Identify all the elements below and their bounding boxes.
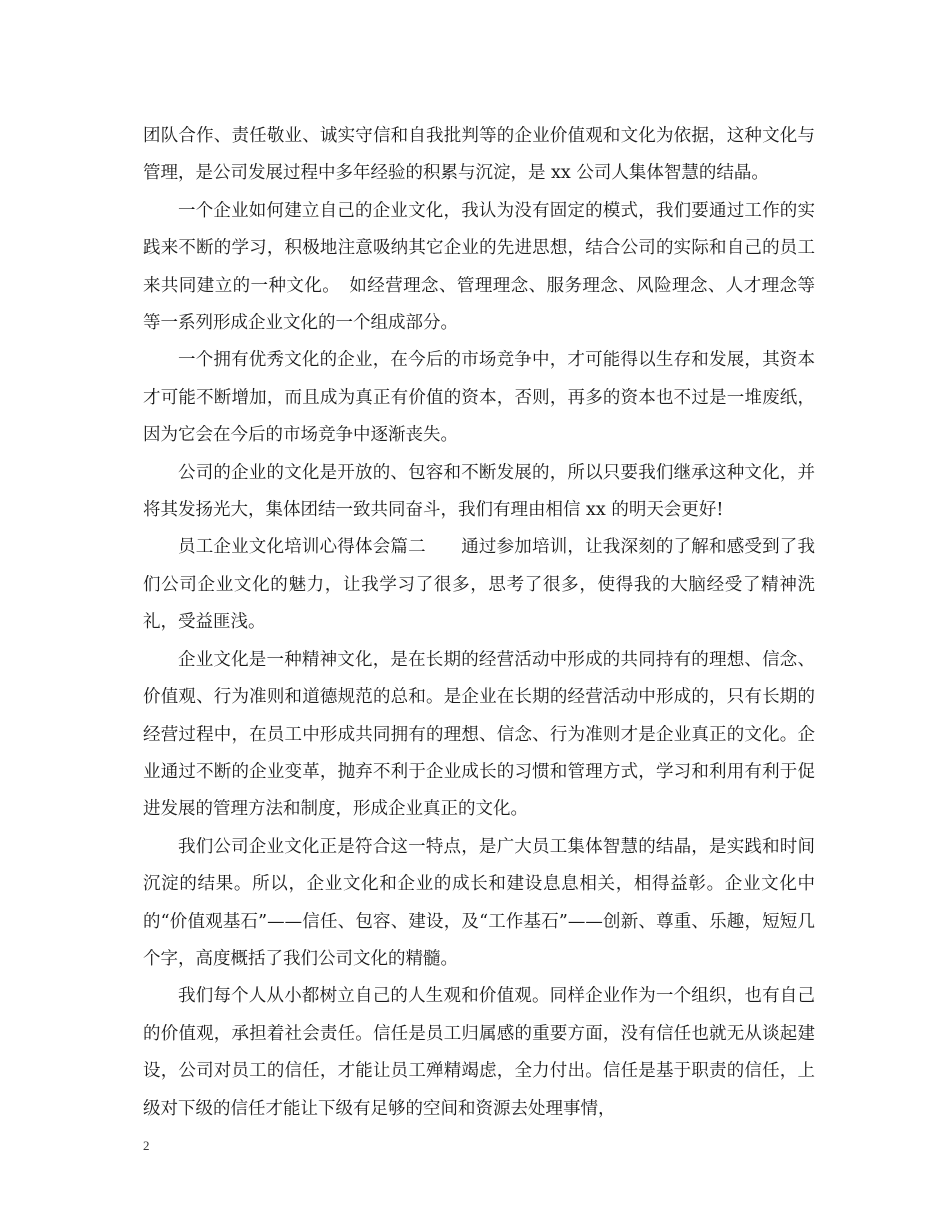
page-number: 2: [143, 1138, 150, 1153]
body-text: [143, 118, 815, 1128]
paragraph-build-culture: 一个企业如何建立自己的企业文化，我认为没有固定的模式，我们要通过工作的实践来不断的学习，积极地注意吸纳其它企业的先进思想，结合公司的实际和自己的员工来共同建立的一种文化。 如经营理念、管理理念、服务理念、风险理念、人才理念等等一系列形成企业文化的一个组成部分。: [143, 200, 815, 334]
paragraph-part-two-intro: 员工企业文化培训心得体会篇二 通过参加培训，让我深刻的了解和感受到了我们公司企业文化的魅力，让我学习了很多，思考了很多，使得我的大脑经受了精神洗礼，受益匪浅。: [143, 537, 815, 633]
paragraph-values-trust: 我们每个人从小都树立自己的人生观和价值观。同样企业作为一个组织，也有自己的价值观，承担着社会责任。信任是员工归属感的重要方面，没有信任也就无从谈起建设，公司对员工的信任，才能让员工殚精竭虑，全力付出。信任是基于职责的信任，上级对下级的信任才能让下级有足够的空间和资源去处理事情，: [143, 986, 815, 1119]
paragraph-continuation: 团队合作、责任敬业、诚实守信和自我批判等的企业价值观和文化为依据，这种文化与管理，是公司发展过程中多年经验的积累与沉淀，是 xx 公司人集体智慧的结晶。: [143, 126, 815, 184]
paragraph-cornerstones: 我们公司企业文化正是符合这一特点，是广大员工集体智慧的结晶，是实践和时间沉淀的结果。所以，企业文化和企业的成长和建设息息相关，相得益彰。企业文化中的“价值观基石”——信任、包容、建设，及“工作基石”——创新、尊重、乐趣，短短几个字，高度概括了我们公司文化的精髓。: [143, 836, 815, 969]
paragraph-spiritual-culture: 企业文化是一种精神文化，是在长期的经营活动中形成的共同持有的理想、信念、价值观、行为准则和道德规范的总和。是企业在长期的经营活动中形成的，只有长期的经营过程中，在员工中形成共同拥有的理想、信念、行为准则才是企业真正的文化。企业通过不断的企业变革，抛弃不利于企业成长的习惯和管理方式，学习和利用有利于促进发展的管理方法和制度，形成企业真正的文化。: [143, 649, 815, 820]
paragraph-open-culture: 公司的企业的文化是开放的、包容和不断发展的，所以只要我们继承这种文化，并将其发扬光大，集体团结一致共同奋斗，我们有理由相信 xx 的明天会更好!: [143, 462, 815, 521]
paragraph-excellent-culture: 一个拥有优秀文化的企业，在今后的市场竞争中，才可能得以生存和发展，其资本才可能不断增加，而且成为真正有价值的资本，否则，再多的资本也不过是一堆废纸，因为它会在今后的市场竞争中逐渐丧失。: [143, 350, 815, 446]
